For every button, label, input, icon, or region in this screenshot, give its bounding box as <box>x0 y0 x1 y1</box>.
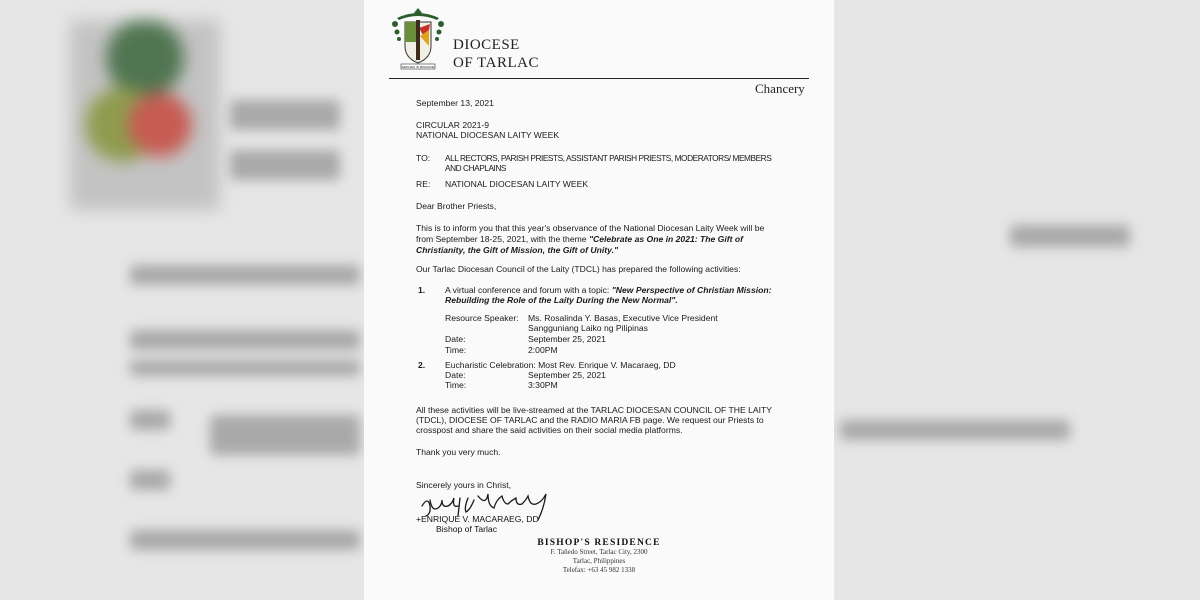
item-1-line <box>445 285 771 296</box>
paragraph-3-line-2: (TDCL), DIOCESE OF TARLAC and the RADIO MARIA FB page. We request our Priests to <box>416 415 764 425</box>
item-2-date: September 25, 2021 <box>528 370 606 380</box>
blurred-crest <box>70 20 220 210</box>
item-2-text: Eucharistic Celebration: Most Rev. Enrique V. Macaraeg, DD <box>445 360 676 370</box>
residence-footer <box>534 538 664 575</box>
paragraph-3-line-3: crosspost and share the said activities on their social media platforms. <box>416 425 683 435</box>
crest-motto: SERVIAM IN MISSIONE <box>401 65 435 69</box>
signer-title: Bishop of Tarlac <box>436 524 497 534</box>
speaker-label: Resource Speaker: <box>445 313 519 323</box>
paragraph-1-line-1: This is to inform you that this year's observance of the National Diocesan Laity Week will be <box>416 223 765 233</box>
residence-phone: Telefax: +63 45 982 1338 <box>562 566 636 574</box>
item-2-time-label: Time: <box>445 380 467 390</box>
item-1-time: 2:00PM <box>528 345 558 355</box>
closing: Sincerely yours in Christ, <box>416 480 512 490</box>
to-line-2: AND CHAPLAINS <box>445 163 507 173</box>
to-label: TO: <box>416 153 431 163</box>
paragraph-3-line-1: All these activities will be live-streamed at the TARLAC DIOCESAN COUNCIL OF THE LAITY <box>416 405 772 415</box>
circular-title: NATIONAL DIOCESAN LAITY WEEK <box>416 130 560 140</box>
re-label: RE: <box>416 179 431 189</box>
residence-address-1: F. Tañedo Street, Tarlac City, 2300 <box>550 548 648 556</box>
residence-address-2: Tarlac, Philippines <box>572 557 626 565</box>
item-1-number: 1. <box>418 285 426 295</box>
theme-line-2: Christianity, the Gift of Mission, the Gift of Unity." <box>416 245 619 255</box>
paragraph-2: Our Tarlac Diocesan Council of the Laity (TDCL) has prepared the following activities: <box>416 264 741 274</box>
item-2-number: 2. <box>418 360 426 370</box>
header-divider <box>389 78 809 79</box>
diocese-name-line2: OF TARLAC <box>453 55 539 71</box>
item-1-date: September 25, 2021 <box>528 334 606 344</box>
item-1-text: A virtual conference and forum with a topic: <box>445 285 610 295</box>
diocese-crest-icon <box>389 6 447 72</box>
to-line-1: ALL RECTORS, PARISH PRIESTS, ASSISTANT PARISH PRIESTS, MODERATORS/ MEMBERS <box>445 153 772 163</box>
item-1-topic-2: Rebuilding the Role of the Laity During the New Normal". <box>445 295 678 305</box>
diocese-name <box>453 36 539 72</box>
theme-line-1: "Celebrate as One in 2021: The Gift of <box>588 234 743 244</box>
letter-date: September 13, 2021 <box>416 98 494 108</box>
circular-number: CIRCULAR 2021-9 <box>416 120 490 130</box>
item-2-date-label: Date: <box>445 370 466 380</box>
paragraph-1-text: from September 18-25, 2021, with the theme <box>416 234 587 244</box>
re-text: NATIONAL DIOCESAN LAITY WEEK <box>445 179 589 189</box>
speaker-org: Sangguniang Laiko ng Pilipinas <box>528 323 648 333</box>
paragraph-1-line-2 <box>416 234 743 245</box>
letter-page <box>364 0 834 600</box>
salutation: Dear Brother Priests, <box>416 201 497 211</box>
office-label: Chancery <box>755 81 805 96</box>
diocese-name-line1: DIOCESE <box>453 37 520 53</box>
signer-name: +ENRIQUE V. MACARAEG, DD <box>416 514 539 524</box>
item-1-date-label: Date: <box>445 334 466 344</box>
speaker-name: Ms. Rosalinda Y. Basas, Executive Vice President <box>528 313 718 323</box>
item-1-topic-1: "New Perspective of Christian Mission: <box>611 285 772 295</box>
item-1-time-label: Time: <box>445 345 467 355</box>
item-2-time: 3:30PM <box>528 380 558 390</box>
thanks: Thank you very much. <box>416 447 501 457</box>
residence-title: BISHOP'S RESIDENCE <box>537 538 661 548</box>
